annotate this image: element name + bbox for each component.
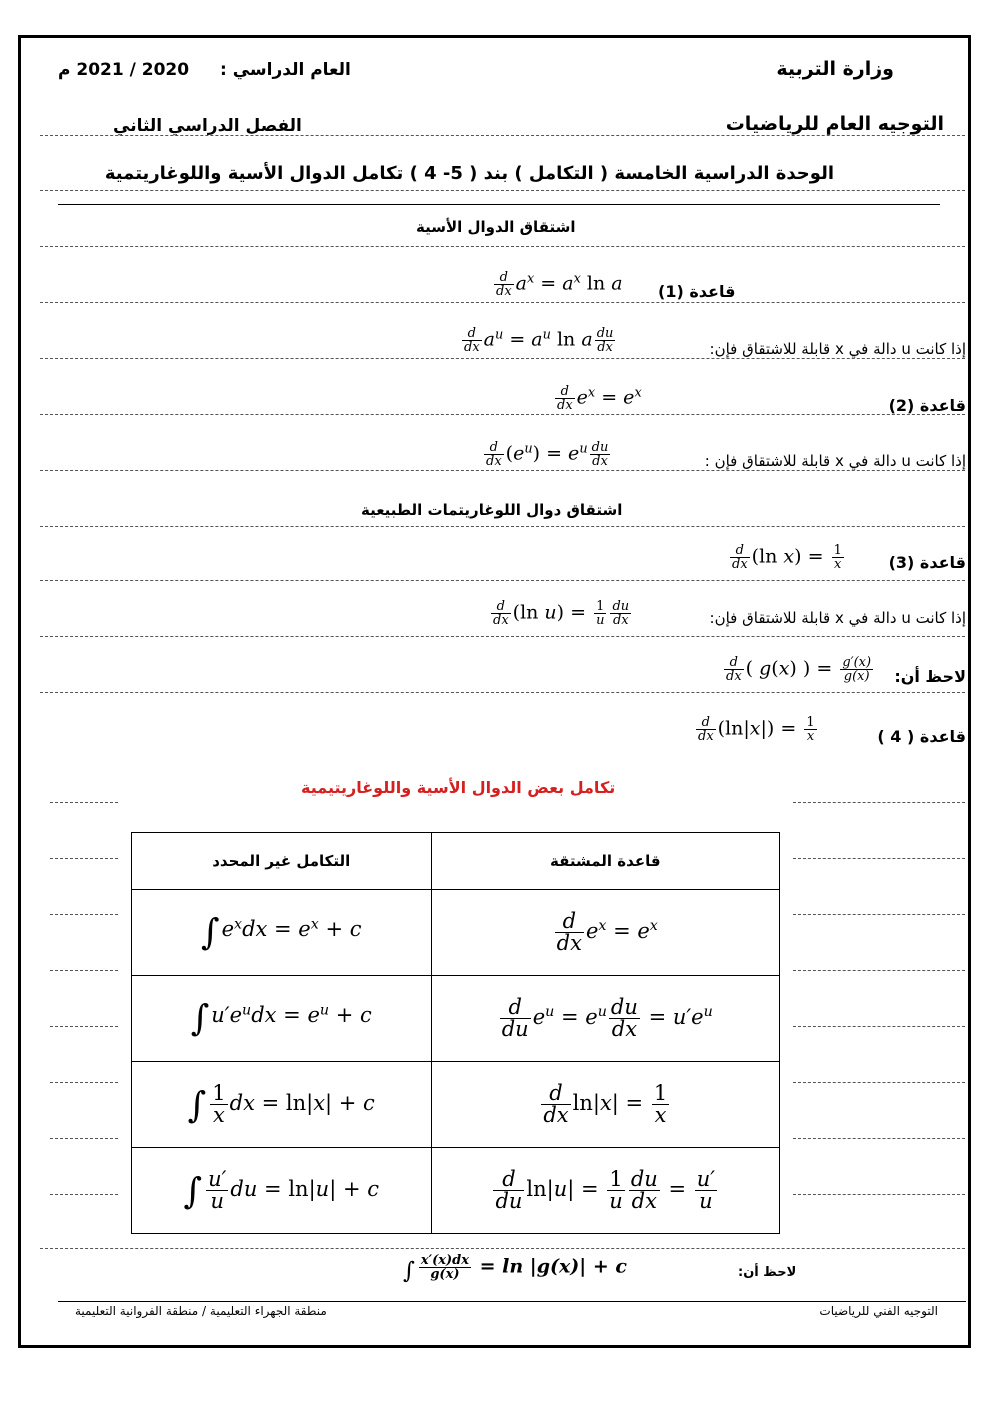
divider [50, 914, 118, 915]
derivative-cell: $\frac{d}{dx}$ $e^x = e^x$ [431, 890, 780, 976]
divider [50, 858, 118, 859]
divider [50, 1138, 118, 1139]
rule4-formula: $\frac{d}{dx}$ (ln|x|) = $\frac{1}{x}$ [698, 715, 815, 744]
rule1-label: قاعدة (1) [658, 282, 736, 301]
rule2-chain-formula: $\frac{d}{dx}$ $(e^u) = e^u$ $\frac{du}{dx}$ [486, 440, 609, 469]
footer-left: منطقة الجهراء التعليمية / منطقة الفروانية التعليمية [75, 1304, 327, 1318]
year-value: 2020 / 2021 م [58, 60, 190, 80]
divider [40, 526, 965, 527]
footer-rule [58, 1301, 966, 1302]
rule2-formula: $\frac{d}{dx}$ $e^x = e^x$ [557, 384, 642, 413]
divider [40, 414, 965, 415]
integral-cell: ∫ $\frac{1}{x}$ dx = ln|x| + c [132, 1062, 432, 1148]
derivative-cell: $\frac{d}{dx}$ ln|x| = $\frac{1}{x}$ [431, 1062, 780, 1148]
divider [793, 914, 965, 915]
rule4-label: قاعدة ( 4 ) [877, 727, 966, 746]
table-header-row [132, 833, 780, 890]
divider [40, 302, 965, 303]
divider [793, 970, 965, 971]
rule1-chain-formula: $\frac{d}{dx}$ $a^u = a^u$ ln a $\frac{du}{dx}$ [464, 326, 614, 355]
unit-title: الوحدة الدراسية الخامسة ( التكامل ) بند ( 5- 4 ) تكامل الدوال الأسية واللوغاريتمية [104, 163, 834, 184]
integral-cell: $\int e^xdx = e^x + c$ [132, 890, 432, 976]
table-row [132, 1062, 780, 1148]
integration-rules-table [131, 832, 780, 1234]
divider [40, 470, 965, 471]
section-title-exp-derivative: اشتقاق الدوال الأسية [416, 218, 576, 236]
supervision-name: التوجيه العام للرياضيات [725, 113, 944, 135]
divider [50, 802, 118, 803]
note-integral-formula: ∫ $\frac{x'(x)dx}{g(x)}$ = ln |g(x)| + c [403, 1253, 627, 1284]
divider [40, 580, 965, 581]
divider [50, 1194, 118, 1195]
divider [793, 802, 965, 803]
integral-cell: $\int u'e^udx = e^u + c$ [132, 976, 432, 1062]
divider [40, 190, 965, 191]
ministry-name: وزارة التربية [776, 58, 894, 80]
note-label-2: لاحظ أن: [738, 1265, 797, 1280]
divider [50, 970, 118, 971]
col-derivative-header: قاعدة المشتقة [431, 833, 780, 890]
divider [50, 1082, 118, 1083]
section-title-integration: تكامل بعض الدوال الأسية واللوغاريتيمية [301, 778, 616, 797]
divider [40, 692, 965, 693]
title-rule [58, 204, 940, 205]
table-row [132, 890, 780, 976]
chain-condition: إذا كانت u دالة في x قابلة للاشتقاق فإن: [709, 609, 966, 627]
note-label: لاحظ أن: [894, 667, 966, 686]
semester: الفصل الدراسي الثاني [113, 116, 302, 136]
derivative-cell: $\frac{d}{du}$ ln|u| = $\frac{1}{u}$ $\frac{du}{dx}$ = $\frac{u'}{u}$ [431, 1148, 780, 1234]
note-log-derivative-formula: $\frac{d}{dx}$ ( g(x) ) = $\frac{g'(x)}{g(x)}$ [726, 655, 872, 684]
divider [50, 1026, 118, 1027]
rule3-formula: $\frac{d}{dx}$ (ln x) = $\frac{1}{x}$ [732, 543, 842, 572]
section-title-log-derivative: اشتقاق دوال اللوغاريتمات الطبيعية [361, 501, 623, 519]
chain-condition: إذا كانت u دالة في x قابلة للاشتقاق فإن: [709, 340, 966, 358]
table-row [132, 976, 780, 1062]
divider [40, 246, 965, 247]
divider [793, 1194, 965, 1195]
rule2-label: قاعدة (2) [888, 396, 966, 415]
footer-right: التوجيه الفني للرياضيات [819, 1304, 938, 1318]
rule3-chain-formula: $\frac{d}{dx}$ (ln u) = $\frac{1}{u}$ $\frac{du}{dx}$ [493, 599, 630, 628]
chain-condition: إذا كانت u دالة في x قابلة للاشتقاق فإن : [704, 452, 966, 470]
divider [793, 858, 965, 859]
year-label: العام الدراسي : [220, 60, 351, 80]
rule1-formula: $\frac{d}{dx}$ $a^x = a^x$ ln a [496, 270, 623, 299]
divider [793, 1026, 965, 1027]
integral-cell: ∫ $\frac{u'}{u}$ du = ln|u| + c [132, 1148, 432, 1234]
derivative-cell: $\frac{d}{du}$ $e^u = e^u$ $\frac{du}{dx}$ = $u'e^u$ [431, 976, 780, 1062]
rule3-label: قاعدة (3) [888, 553, 966, 572]
divider [40, 636, 965, 637]
divider [40, 1248, 965, 1249]
divider [793, 1082, 965, 1083]
col-integral-header: التكامل غير المحدد [132, 833, 432, 890]
divider [793, 1138, 965, 1139]
table-row [132, 1148, 780, 1234]
divider [40, 358, 965, 359]
